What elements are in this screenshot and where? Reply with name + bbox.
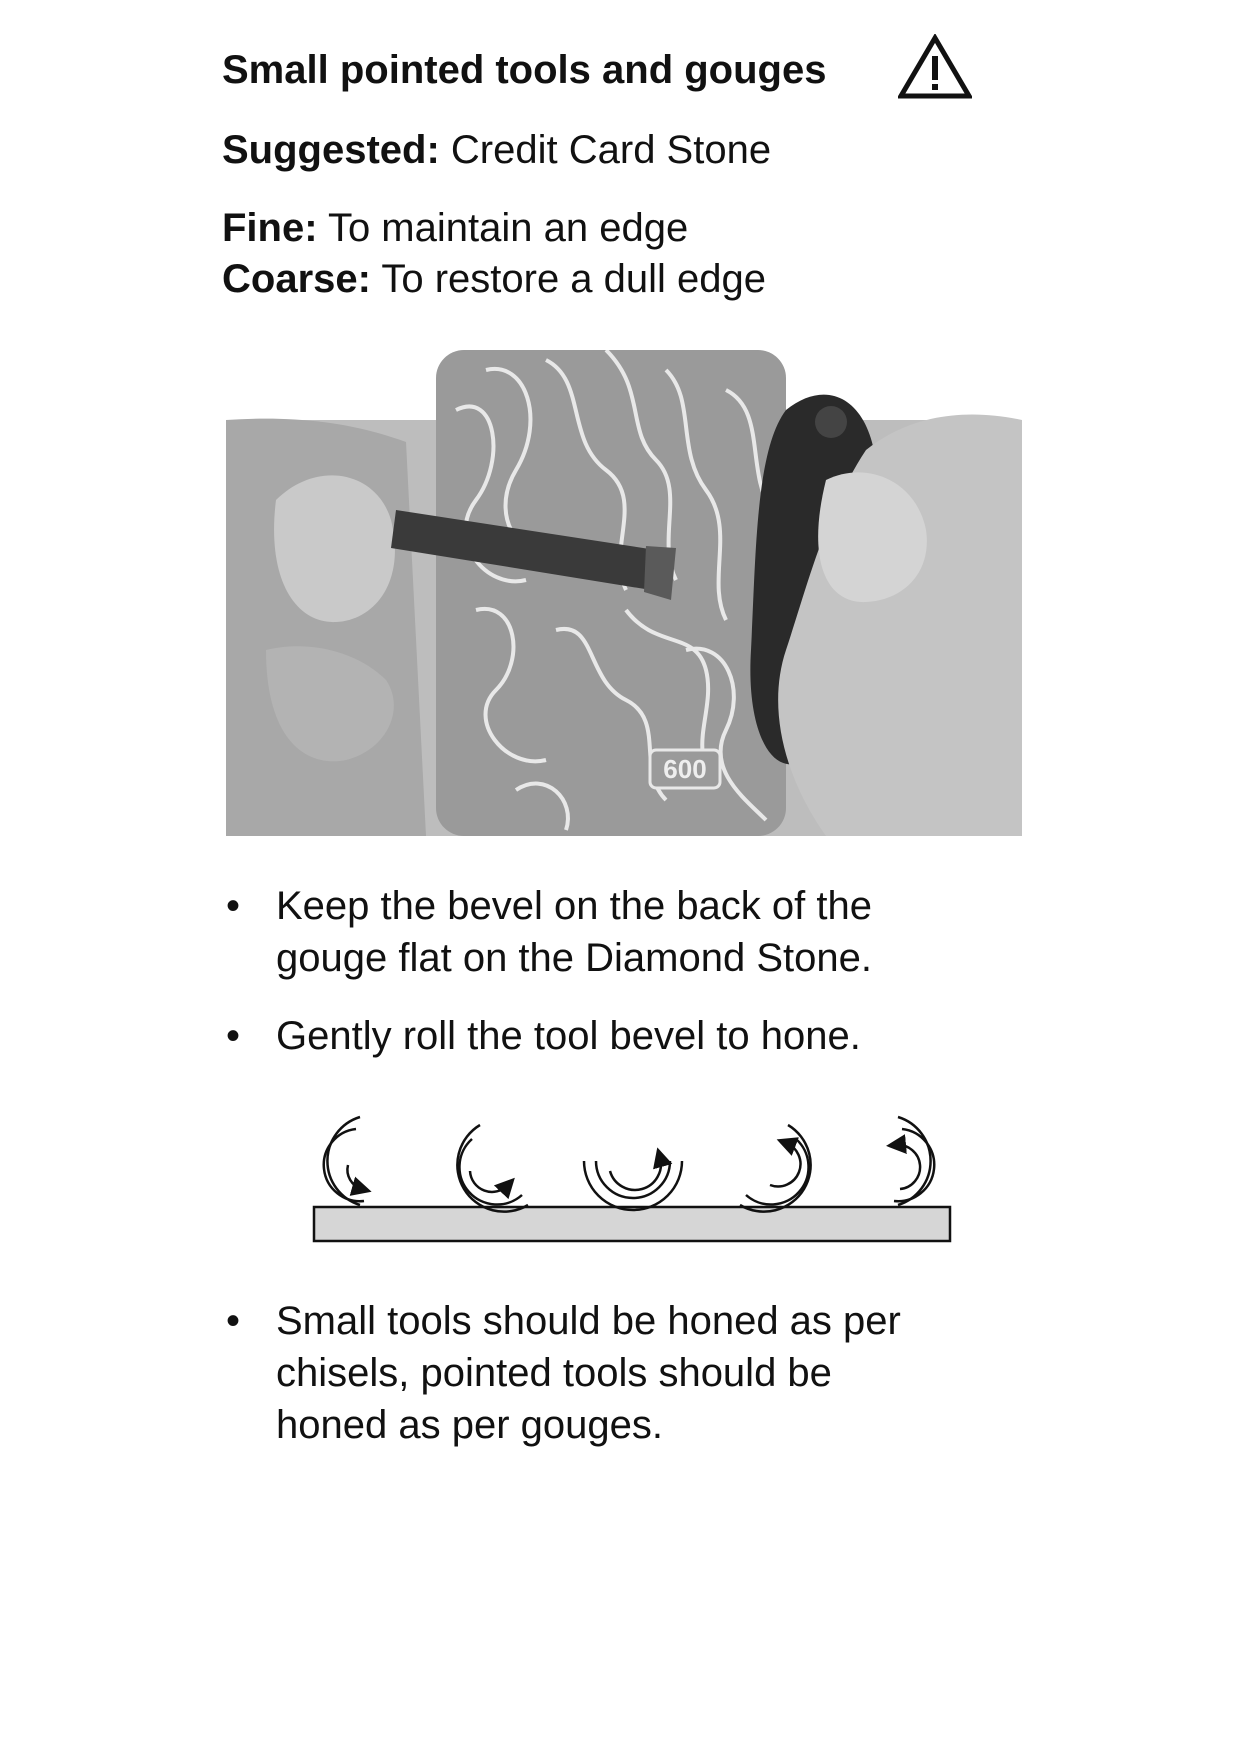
page-title: Small pointed tools and gouges (222, 48, 827, 92)
warning-triangle-icon (898, 34, 972, 100)
suggested-label: Suggested: (222, 128, 440, 172)
bullet-dot: • (226, 884, 241, 928)
bullet-2-line-1: Gently roll the tool bevel to hone. (276, 1014, 861, 1058)
bullet-3-line-2: chisels, pointed tools should be (276, 1351, 832, 1395)
stone-grit-label: 600 (663, 754, 707, 784)
bullet-dot: • (226, 1014, 241, 1058)
fine-line (222, 202, 688, 254)
gouge-position-1-icon (324, 1117, 364, 1205)
bullet-1-line-2: gouge flat on the Diamond Stone. (276, 936, 872, 980)
suggested-line (222, 124, 771, 176)
suggested-value: Credit Card Stone (450, 128, 772, 172)
bullet-dot: • (226, 1299, 241, 1343)
stone-surface (314, 1207, 950, 1241)
bullet-1-line-1: Keep the bevel on the back of the (276, 884, 872, 928)
fine-value: To maintain an edge (327, 206, 689, 250)
bullet-3-line-1: Small tools should be honed as per (276, 1299, 901, 1343)
coarse-value: To restore a dull edge (381, 257, 767, 301)
gouge-position-3-icon (584, 1157, 682, 1210)
coarse-label: Coarse: (222, 257, 371, 301)
gouge-position-2-icon (457, 1125, 528, 1212)
gouge-position-5-icon (894, 1117, 934, 1205)
fine-label: Fine: (222, 206, 318, 250)
rolling-bevel-diagram (300, 1105, 960, 1245)
honing-photo (226, 350, 1022, 836)
coarse-line (222, 253, 766, 305)
bullet-3-line-3: honed as per gouges. (276, 1403, 663, 1447)
gouge-position-4-icon (740, 1125, 811, 1212)
